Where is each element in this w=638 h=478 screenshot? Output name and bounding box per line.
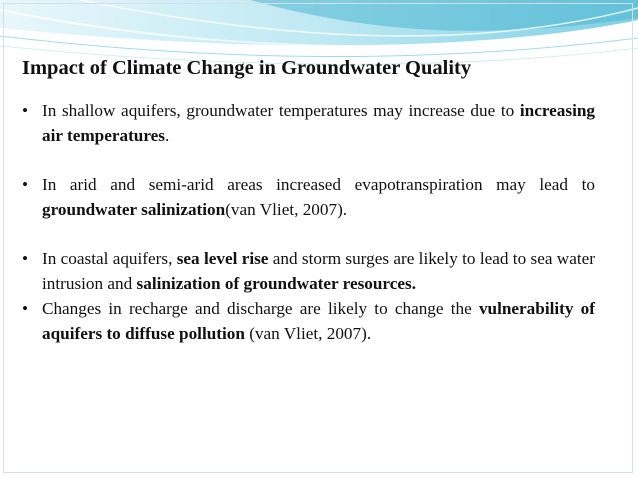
bullet-emphasis: sea level rise bbox=[176, 249, 269, 268]
bullet-dot: • bbox=[22, 175, 29, 194]
bullet-emphasis: increasing air temperatures bbox=[42, 101, 595, 145]
bullet-text: (van Vliet, 2007). bbox=[244, 323, 372, 343]
bullet-dot: • bbox=[22, 249, 29, 268]
bullet-emphasis: salinization of groundwater resources. bbox=[136, 273, 416, 293]
bullet-text: In coastal aquifers, bbox=[42, 249, 177, 268]
bullet-item bbox=[22, 297, 595, 346]
bullet-dot: • bbox=[22, 299, 29, 318]
bullet-text: and storm surges are likely to lead to sea water intrusion and bbox=[42, 249, 595, 293]
bullet-text: . bbox=[164, 125, 170, 145]
bullet-text: In shallow aquifers, groundwater temperatures may increase due to bbox=[42, 101, 520, 120]
bullet-dot: • bbox=[22, 101, 29, 120]
bullet-emphasis: groundwater salinization bbox=[42, 199, 226, 219]
bullet-item bbox=[22, 247, 595, 296]
bullet-item bbox=[22, 173, 595, 222]
slide-title: Impact of Climate Change in Groundwater Quality bbox=[22, 57, 472, 79]
bullet-text: (van Vliet, 2007). bbox=[225, 199, 348, 219]
bullet-list bbox=[22, 99, 595, 346]
bullet-text: In arid and semi-arid areas increased evapotranspiration may lead to bbox=[42, 175, 595, 194]
bullet-item bbox=[22, 99, 595, 148]
bullet-text: Changes in recharge and discharge are likely to change the bbox=[42, 299, 479, 318]
bullet-emphasis: vulnerability of aquifers to diffuse pollution bbox=[42, 299, 595, 343]
